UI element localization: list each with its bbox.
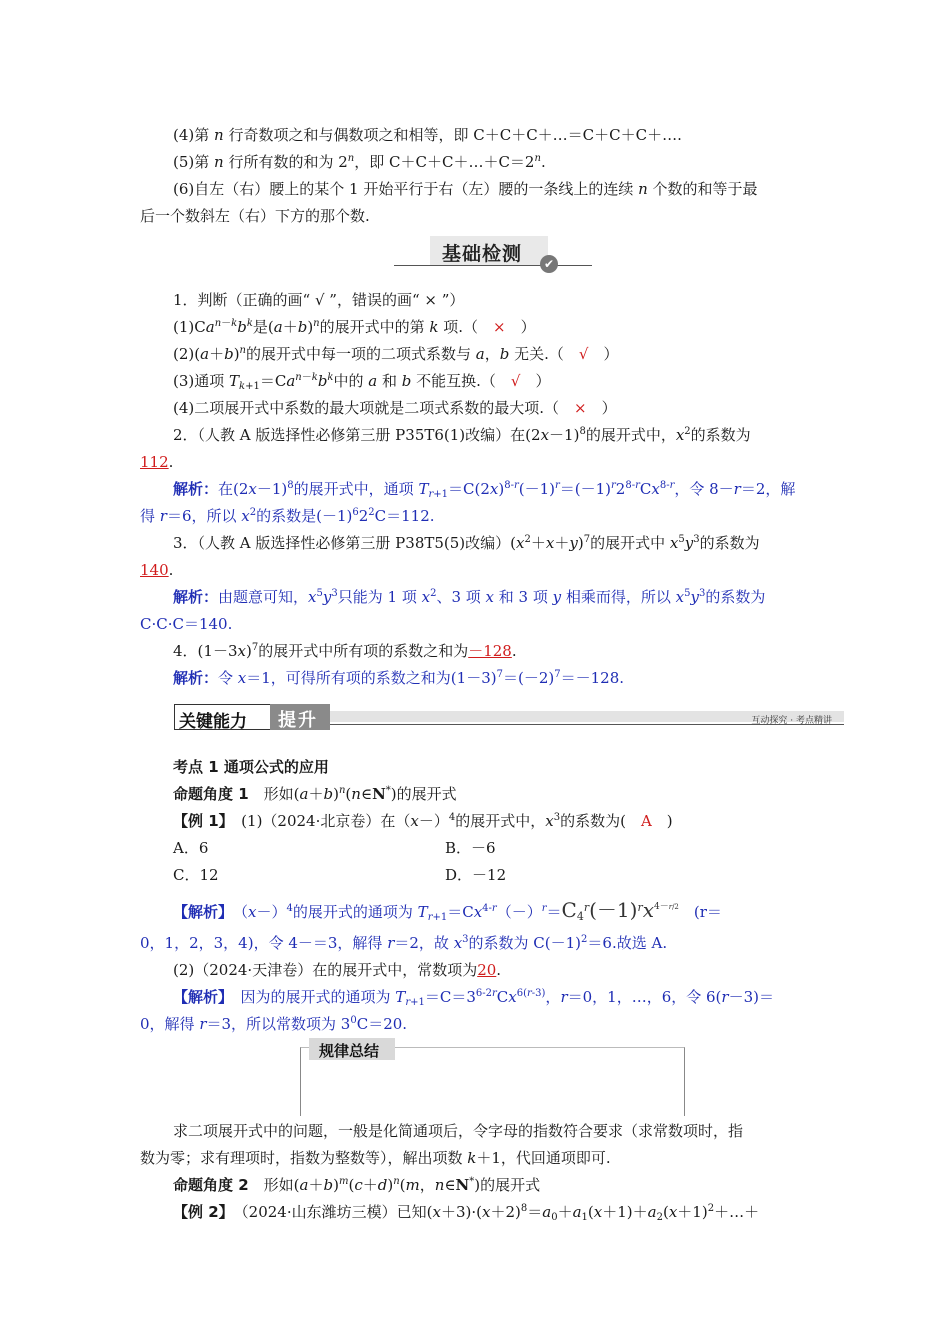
rule-text-line1: 求二项展开式中的问题，一般是化简通项后，令字母的指数符合要求（求常数项时，指 [173, 1122, 744, 1140]
example-1-part2: (2)（2024·天津卷）在的展开式中，常数项为20. [173, 961, 502, 979]
option-a: A．6 [173, 839, 209, 857]
question-1-1: $(1)Ca^{n-k}b^k$是$(a+b)^n$的展开式中的第 k 项.（ × ） [173, 318, 536, 336]
question-3-solution: 解析：由题意可知，$x^5y^3$只能为 1 项 $x^2$、3 项 x 和 3 项 y 相乘而得，所以 $x^5y^3$的系数为 [173, 588, 766, 606]
choice-answer: A [640, 812, 652, 830]
paragraph-6-line2: 后一个数斜左（右）下方的那个数. [140, 207, 370, 225]
option-c: C．12 [173, 866, 219, 884]
rule-summary-box [300, 1042, 685, 1116]
question-1-2: $(2)(a+b)^n$的展开式中每一项的二项式系数与 a，b 无关.（ √ ） [173, 345, 619, 363]
question-4-solution: 解析：令 x＝1，可得所有项的系数之和为$(1-3)^7=(-2)^7=-128$. [173, 669, 625, 687]
answer-mark: × [574, 399, 587, 417]
example-2: 【例 2】 （2024·山东潍坊三模）已知$(x+3)\cdot(x+2)^8=a_0+a_1(x+1)+a_2(x+1)^2+\dots+$ [173, 1203, 760, 1223]
rule-title: 规律总结 [319, 1042, 380, 1060]
section-header-key-ability [174, 704, 844, 732]
check-icon: ✔ [540, 255, 558, 273]
section-header-basic-test [394, 236, 592, 272]
question-1: 1．判断（正确的画“ √ ”，错误的画“ × ”） [173, 291, 465, 309]
section-title-highlight: 提升 [278, 710, 318, 731]
example-1-solution-line2: 0，1，2，3，4)，令 4－＝3，解得 r＝2，故 $x^3$的系数为 $C(-1)^2=6$.故选 A. [140, 934, 668, 952]
example-1-part2-solution: 【解析】 因为的展开式的通项为 $T_{r+1}=C=3^{6-2r}Cx^{6(r-3)}$，r＝0，1，…，6，令 6(r－3)＝ [173, 988, 774, 1008]
question-1-3: (3)通项 $T_{k+1}=Ca^{n-k}b^k$中的 a 和 b 不能互换.（ √ ） [173, 372, 551, 392]
example-1-solution: 【解析】 $(x-)^4$的展开式的通项为 $T_{r+1}=Cx^{4-r}(-)^r=C_4^r(-1)^rx4-r/2$ (r＝ [173, 898, 722, 923]
paragraph-6-line1: (6)自左（右）腰上的某个 1 开始平行于右（左）腰的一条线上的连续 n 个数的和等于最 [173, 180, 758, 198]
formula-image: $C_4^r(-1)^rx$ [561, 898, 654, 923]
question-3-answer-line: 140. [140, 561, 174, 579]
fill-answer: 20 [477, 961, 497, 979]
answer-mark: √ [578, 345, 589, 363]
option-d: D．－12 [445, 866, 507, 884]
question-4: 4．$(1-3x)^7$的展开式中所有项的系数之和为－128. [173, 642, 517, 660]
section-title: 基础检测 [442, 243, 523, 265]
section-tagline: 互动探究 · 考点精讲 [751, 716, 832, 726]
section-title: 关键能力 [179, 712, 247, 732]
example-1: 【例 1】 (1)（2024·北京卷）在$(x-)^4$的展开式中，$x^3$的系数为( A ) [173, 812, 673, 830]
question-2: 2．（人教 A 版选择性必修第三册 P35T6(1)改编）在$(2x-1)^8$的展开式中，$x^2$的系数为 [173, 426, 751, 444]
rule-text-line2: 数为零；求有理项时，指数为整数等），解出项数 k＋1，代回通项即可. [140, 1149, 611, 1167]
angle-1-heading: 命题角度 1 形如$(a+b)^n(n\in N^*)$的展开式 [173, 785, 457, 803]
topic-heading: 考点 1 通项公式的应用 [173, 758, 329, 776]
question-2-solution: 解析：在$(2x-1)^8$的展开式中，通项 $T_{r+1}=C(2x)^{8-r}(-1)^r=(-1)^r2^{8-r}Cx^{8-r}$，令 8－r＝2，解 [173, 480, 796, 500]
angle-2-heading: 命题角度 2 形如$(a+b)^m(c+d)^n(m$，n∈N*)的展开式 [173, 1176, 541, 1194]
fill-answer: －128 [468, 642, 512, 660]
question-3: 3．（人教 A 版选择性必修第三册 P38T5(5)改编）$(x^2+x+y)^7$的展开式中 $x^5y^3$的系数为 [173, 534, 760, 552]
answer-mark: × [493, 318, 506, 336]
fill-answer: 140 [140, 561, 169, 579]
answer-mark: √ [510, 372, 521, 390]
option-b: B．－6 [445, 839, 496, 857]
question-3-solution-line2: C·C·C＝140. [140, 615, 233, 633]
paragraph-4: (4)第 n 行奇数项之和与偶数项之和相等，即 C＋C＋C＋…＝C＋C＋C＋…. [173, 126, 682, 144]
question-2-answer-line: 112. [140, 453, 174, 471]
question-1-4: (4)二项展开式中系数的最大项就是二项式系数的最大项.（ × ） [173, 399, 617, 417]
example-1-part2-solution-line2: 0，解得 r＝3，所以常数项为 $3^0C=20$. [140, 1015, 408, 1033]
fill-answer: 112 [140, 453, 169, 471]
question-2-solution-line2: 得 r＝6，所以 $x^2$的系数是$(-1)^62^2C=112$. [140, 507, 435, 525]
paragraph-5: (5)第 n 行所有数的和为 2$^n$，即 $C+C+C+\dots+C=2^n$. [173, 153, 546, 171]
